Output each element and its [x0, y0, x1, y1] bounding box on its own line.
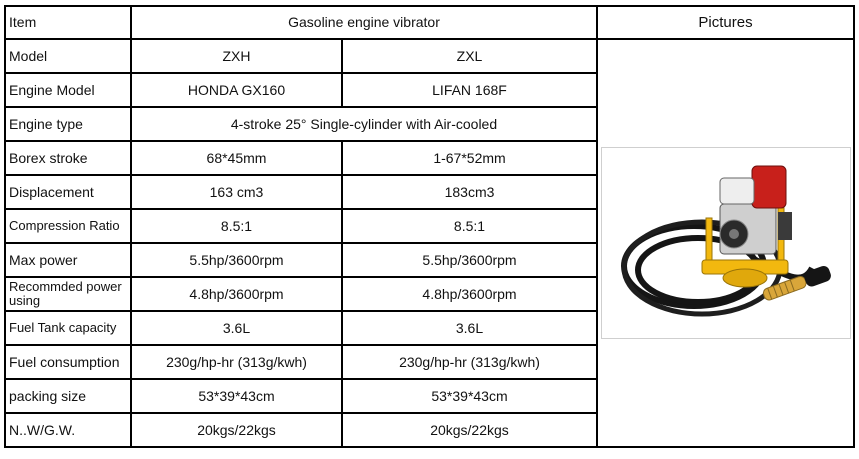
zxh-value: ZXH — [131, 39, 342, 73]
row-label: Engine type — [5, 107, 131, 141]
zxl-value: LIFAN 168F — [342, 73, 597, 107]
row-label: Max power — [5, 243, 131, 277]
zxh-value: 3.6L — [131, 311, 342, 345]
zxl-value: 1-67*52mm — [342, 141, 597, 175]
header-product: Gasoline engine vibrator — [131, 6, 597, 39]
row-label: Recommded power using — [5, 277, 131, 311]
zxl-value: 183cm3 — [342, 175, 597, 209]
picture-cell — [597, 39, 854, 447]
shared-value: 4-stroke 25° Single-cylinder with Air-cooled — [131, 107, 597, 141]
table-row — [5, 39, 854, 73]
zxh-value: HONDA GX160 — [131, 73, 342, 107]
zxh-value: 8.5:1 — [131, 209, 342, 243]
zxl-value: 53*39*43cm — [342, 379, 597, 413]
zxh-value: 68*45mm — [131, 141, 342, 175]
zxl-value: 8.5:1 — [342, 209, 597, 243]
row-label: N..W/G.W. — [5, 413, 131, 447]
zxl-value: ZXL — [342, 39, 597, 73]
zxh-value: 20kgs/22kgs — [131, 413, 342, 447]
zxl-value: 230g/hp-hr (313g/kwh) — [342, 345, 597, 379]
header-pictures: Pictures — [597, 6, 854, 39]
zxh-value: 230g/hp-hr (313g/kwh) — [131, 345, 342, 379]
row-label: Engine Model — [5, 73, 131, 107]
zxl-value: 4.8hp/3600rpm — [342, 277, 597, 311]
zxh-value: 163 cm3 — [131, 175, 342, 209]
spec-table — [4, 5, 855, 448]
row-label: Fuel Tank capacity — [5, 311, 131, 345]
header-row — [5, 6, 854, 39]
zxl-value: 20kgs/22kgs — [342, 413, 597, 447]
row-label: packing size — [5, 379, 131, 413]
row-label: Compression Ratio — [5, 209, 131, 243]
row-label: Displacement — [5, 175, 131, 209]
zxh-value: 5.5hp/3600rpm — [131, 243, 342, 277]
header-item: Item — [5, 6, 131, 39]
zxh-value: 4.8hp/3600rpm — [131, 277, 342, 311]
row-label: Fuel consumption — [5, 345, 131, 379]
zxh-value: 53*39*43cm — [131, 379, 342, 413]
zxl-value: 5.5hp/3600rpm — [342, 243, 597, 277]
zxl-value: 3.6L — [342, 311, 597, 345]
vibrator-photo-icon — [601, 147, 851, 339]
row-label: Model — [5, 39, 131, 73]
row-label: Borex stroke — [5, 141, 131, 175]
vibrator-illustration — [602, 148, 850, 338]
